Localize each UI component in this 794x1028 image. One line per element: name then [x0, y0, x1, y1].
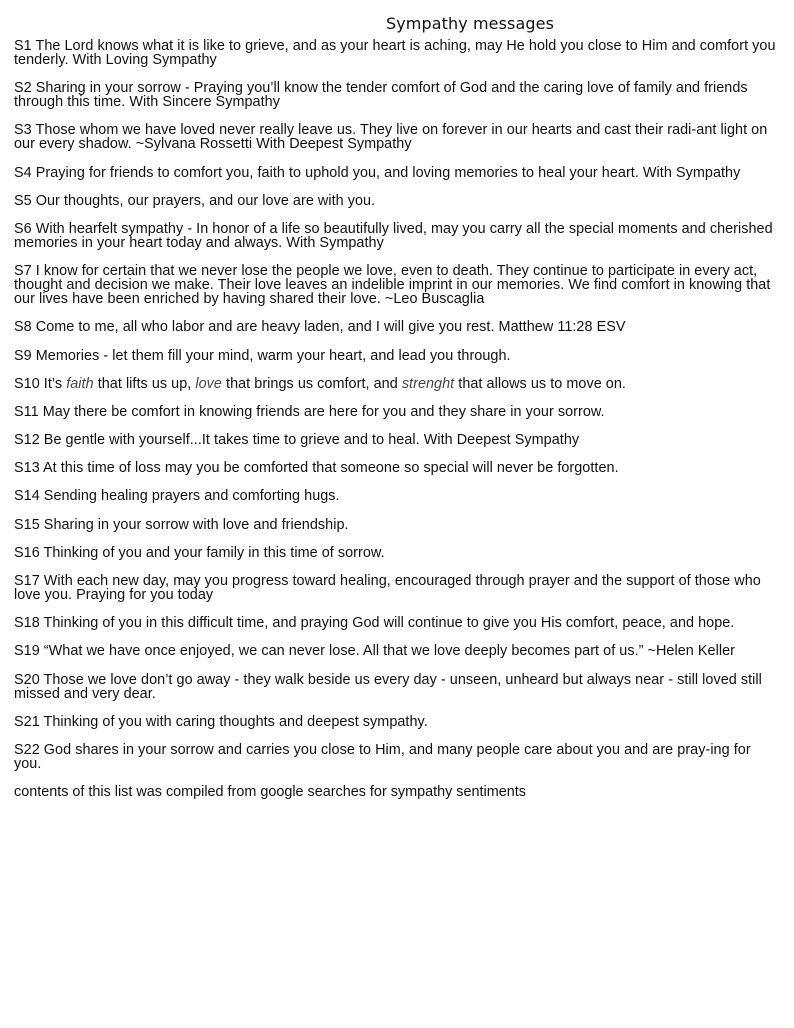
message-s4: S4 Praying for friends to comfort you, faith to uphold you, and loving memories to heal your heart. With Sympathy [14, 164, 741, 181]
message-s1: S1 The Lord knows what it is like to grieve, and as your heart is aching, may He hold you close to Him and comfort you tenderly. With Loving Sympathy [14, 38, 776, 68]
page-title: Sympathy messages [385, 14, 555, 33]
s10-word-faith: faith [66, 375, 94, 392]
message-s17: S17 With each new day, may you progress toward healing, encouraged through prayer and the support of those who love you. Praying for you today [14, 573, 761, 603]
s10-word-love: love [195, 375, 222, 392]
message-s7: S7 I know for certain that we never lose the people we love, even to death. They continue to participate in every act, thought and decision we make. Their love leaves an indelible imprint in our memories. We find comfort in knowing that our lives have been enriched by having shared their love. ~Leo Buscaglia [14, 263, 771, 308]
message-s14: S14 Sending healing prayers and comforting hugs. [14, 488, 340, 505]
message-s9: S9 Memories - let them fill your mind, warm your heart, and lead you through. [14, 347, 511, 364]
message-s18: S18 Thinking of you in this difficult time, and praying God will continue to give you His comfort, peace, and hope. [14, 615, 735, 632]
s10-word-strenght: strenght [401, 375, 455, 392]
message-s19: S19 “What we have once enjoyed, we can never lose. All that we love deeply becomes part of us.” ~Helen Keller [14, 643, 735, 660]
message-s22: S22 God shares in your sorrow and carries you close to Him, and many people care about you and are pray-ing for you. [14, 741, 751, 772]
message-s12: S12 Be gentle with yourself...It takes time to grieve and to heal. With Deepest Sympathy [14, 432, 580, 449]
message-s20: S20 Those we love don’t go away - they walk beside us every day - unseen, unheard but always near - still loved still missed and very dear. [14, 671, 762, 702]
s10-mid-2: that brings us comfort, and [221, 375, 402, 392]
message-s5: S5 Our thoughts, our prayers, and our love are with you. [14, 192, 376, 209]
message-s8: S8 Come to me, all who labor and are heavy laden, and I will give you rest. Matthew 11:28 ESV [14, 319, 626, 336]
message-s2: S2 Sharing in your sorrow - Praying you’ll know the tender comfort of God and the caring love of family and friends through this time. With Sincere Sympathy [14, 80, 748, 111]
s10-prefix: S10 It’s [14, 375, 67, 392]
message-s13: S13 At this time of loss may you be comforted that someone so special will never be forgotten. [14, 460, 619, 477]
message-s16: S16 Thinking of you and your family in this time of sorrow. [14, 544, 385, 561]
message-s3: S3 Those whom we have loved never really leave us. They live on forever in our hearts and cast their radi-ant light on our every shadow. ~Sylvana Rossetti With Deepest Sympathy [14, 122, 768, 153]
message-s15: S15 Sharing in your sorrow with love and friendship. [14, 516, 349, 533]
message-s10 [14, 377, 776, 391]
footer-note: contents of this list was compiled from google searches for sympathy sentiments [14, 784, 526, 801]
message-s6: S6 With hearfelt sympathy - In honor of a life so beautifully lived, may you carry all the special moments and cherished memories in your heart today and always. With Sympathy [14, 220, 773, 251]
s10-mid-1: that lifts us up, [93, 375, 196, 392]
message-s21: S21 Thinking of you with caring thoughts and deepest sympathy. [14, 713, 428, 730]
message-s11: S11 May there be comfort in knowing friends are here for you and they share in your sorrow. [14, 403, 605, 420]
s10-suffix: that allows us to move on. [454, 375, 626, 392]
